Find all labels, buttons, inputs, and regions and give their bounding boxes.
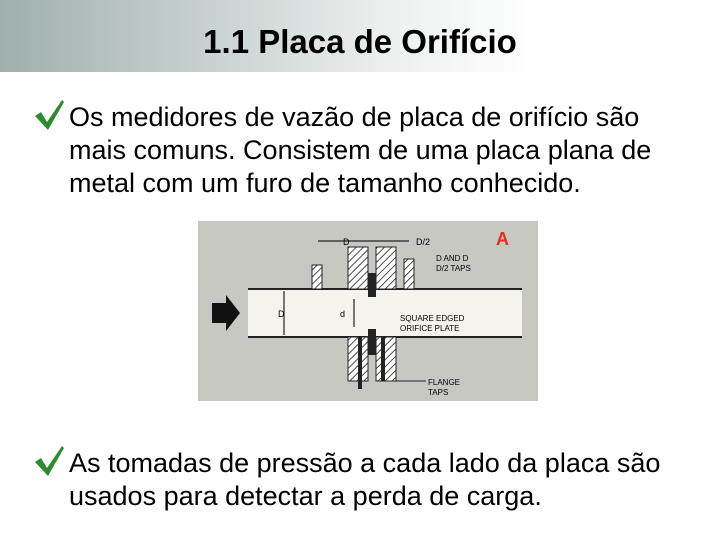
pipe <box>248 289 522 337</box>
flange-tap-1 <box>358 337 362 389</box>
bullet-1-text: Os medidores de vazão de placa de orifício são mais comuns. Consistem de uma placa plana de metal com um furo de tamanho conhecido. <box>69 102 652 198</box>
flange-label-2: TAPS <box>428 388 449 397</box>
flange-downstream-bottom <box>376 337 396 381</box>
dim-d-label: D <box>343 237 350 247</box>
dim-d2-label: D/2 <box>416 237 431 247</box>
tap-d2 <box>404 259 414 289</box>
plate-top <box>368 273 376 297</box>
corner-label: A <box>496 229 509 249</box>
check-icon <box>32 98 66 132</box>
flange-upstream-top <box>348 247 368 289</box>
flange-label-1: FLANGE <box>428 378 461 387</box>
bullet-1 <box>32 101 692 200</box>
tap-d <box>312 265 322 289</box>
plate-bottom <box>368 329 376 355</box>
pipe-d-label: D <box>278 309 285 319</box>
bullet-2-text: As tomadas de pressão a cada lado da placa são usados para detectar a perda de carga. <box>69 448 661 511</box>
orifice-d-label: d <box>340 309 346 319</box>
flange-tap-2 <box>381 337 385 381</box>
orifice-plate-diagram <box>198 221 538 401</box>
plate-label-2: ORIFICE PLATE <box>400 324 460 333</box>
check-icon <box>32 444 66 478</box>
taps-label-1: D AND D <box>436 254 469 263</box>
plate-label-1: SQUARE EDGED <box>400 314 465 323</box>
slide-title: 1.1 Placa de Orifício <box>203 23 517 60</box>
bullet-2 <box>32 447 692 513</box>
taps-label-2: D/2 TAPS <box>436 264 471 273</box>
flange-downstream-top <box>376 247 396 289</box>
